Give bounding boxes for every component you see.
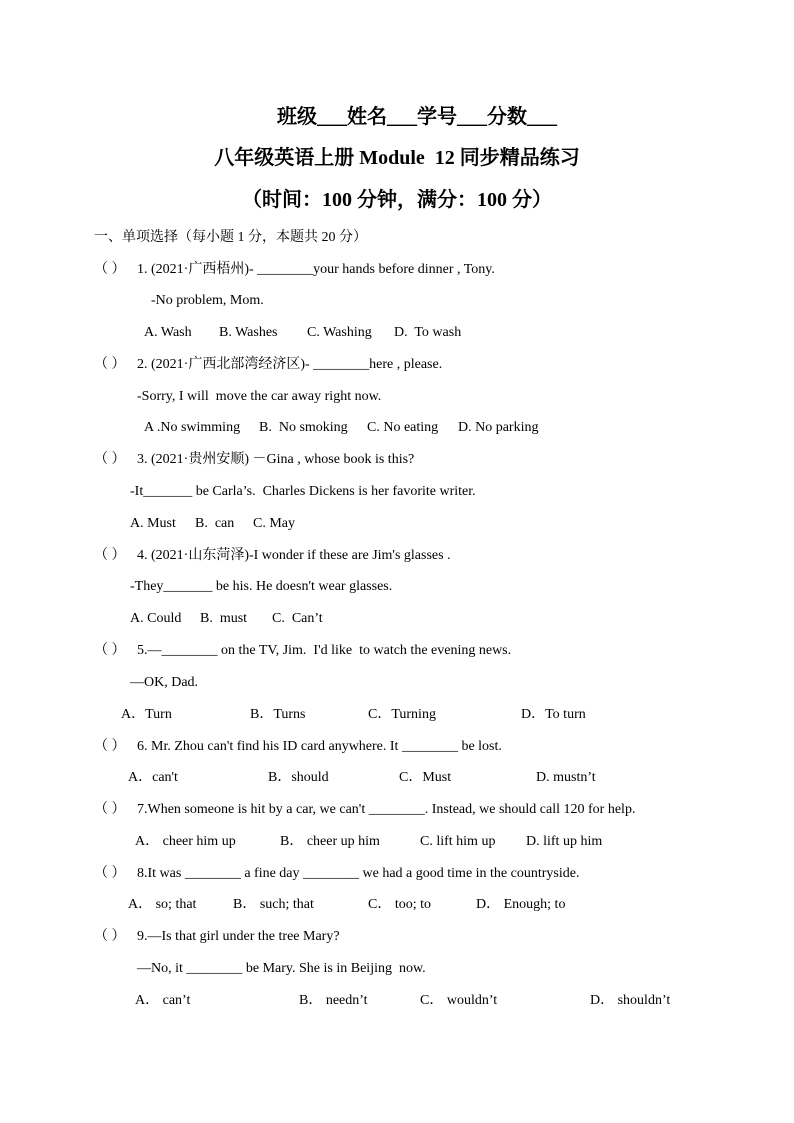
option-a: A． cheer him up	[135, 834, 236, 849]
answer-blank[interactable]: （ ）	[94, 548, 126, 563]
answer-blank[interactable]: （ ）	[94, 452, 126, 467]
option-a: A．Turn	[121, 707, 172, 722]
option-c: C． too; to	[368, 897, 432, 912]
option-b: B．Turns	[250, 707, 306, 722]
answer-blank[interactable]: （ ）	[94, 262, 126, 277]
option-c: C. No eating	[367, 420, 439, 435]
option-c: C. lift him up	[420, 834, 496, 849]
question-stem: 5.—________ on the TV, Jim. I'd like to watch the evening news.	[137, 643, 512, 658]
option-d: D. mustn’t	[536, 770, 596, 785]
question-stem: 7.When someone is hit by a car, we can't ________. Instead, we should call 120 for help.	[137, 802, 636, 817]
answer-blank[interactable]: （ ）	[94, 643, 126, 658]
question-reply: —OK, Dad.	[130, 675, 199, 690]
student-info-line: 班级___姓名___学号___分数___	[277, 106, 557, 128]
option-c: C．Must	[399, 770, 452, 785]
question-stem: 1. (2021·广西梧州)- ________your hands before dinner , Tony.	[137, 262, 495, 277]
option-d: D． Enough; to	[476, 897, 566, 912]
option-c: C． wouldn’t	[420, 993, 498, 1008]
option-c: C. Can’t	[272, 611, 323, 626]
answer-blank[interactable]: （ ）	[94, 739, 126, 754]
question-reply: —No, it ________ be Mary. She is in Beijing now.	[137, 961, 426, 976]
answer-blank[interactable]: （ ）	[94, 802, 126, 817]
question-stem: 2. (2021·广西北部湾经济区)- ________here , please.	[137, 357, 443, 372]
question-stem: 9.—Is that girl under the tree Mary?	[137, 929, 340, 944]
answer-blank[interactable]: （ ）	[94, 866, 126, 881]
option-b: B. Washes	[219, 325, 278, 340]
option-b: B. No smoking	[259, 420, 348, 435]
question-reply: -They_______ be his. He doesn't wear glasses.	[130, 579, 393, 594]
page-title: 八年级英语上册 Module 12 同步精品练习	[214, 147, 580, 169]
option-b: B． needn’t	[299, 993, 368, 1008]
option-a: A. Must	[130, 516, 176, 531]
option-d: D．To turn	[521, 707, 586, 722]
option-a: A．can't	[128, 770, 178, 785]
question-reply: -Sorry, I will move the car away right now.	[137, 389, 382, 404]
question-reply: -No problem, Mom.	[151, 293, 264, 308]
option-c: C. Washing	[307, 325, 372, 340]
option-c: C. May	[253, 516, 295, 531]
option-d: D. No parking	[458, 420, 539, 435]
option-b: B．should	[268, 770, 329, 785]
question-reply: -It_______ be Carla’s. Charles Dickens is her favorite writer.	[130, 484, 476, 499]
option-b: B． such; that	[233, 897, 314, 912]
option-a: A． so; that	[128, 897, 197, 912]
question-stem: 4. (2021·山东菏泽)-I wonder if these are Jim's glasses .	[137, 548, 451, 563]
option-a: A. Wash	[144, 325, 192, 340]
option-b: B. must	[200, 611, 248, 626]
answer-blank[interactable]: （ ）	[94, 357, 126, 372]
question-stem: 8.It was ________ a fine day ________ we had a good time in the countryside.	[137, 866, 580, 881]
question-stem: 6. Mr. Zhou can't find his ID card anywhere. It ________ be lost.	[137, 739, 502, 754]
option-b: B． cheer up him	[280, 834, 380, 849]
option-d: D． shouldn’t	[590, 993, 671, 1008]
option-d: D. To wash	[394, 325, 462, 340]
question-stem: 3. (2021·贵州安顺) －Gina , whose book is this?	[137, 452, 415, 467]
section-heading: 一、单项选择（每小题 1 分，本题共 20 分）	[94, 230, 367, 245]
option-a: A． can’t	[135, 993, 191, 1008]
option-b: B. can	[195, 516, 235, 531]
option-a: A. Could	[130, 611, 182, 626]
option-d: D. lift up him	[526, 834, 603, 849]
option-c: C．Turning	[368, 707, 436, 722]
answer-blank[interactable]: （ ）	[94, 929, 126, 944]
page-subtitle: （时间：100 分钟，满分：100 分）	[242, 189, 552, 211]
option-a: A .No swimming	[144, 420, 241, 435]
